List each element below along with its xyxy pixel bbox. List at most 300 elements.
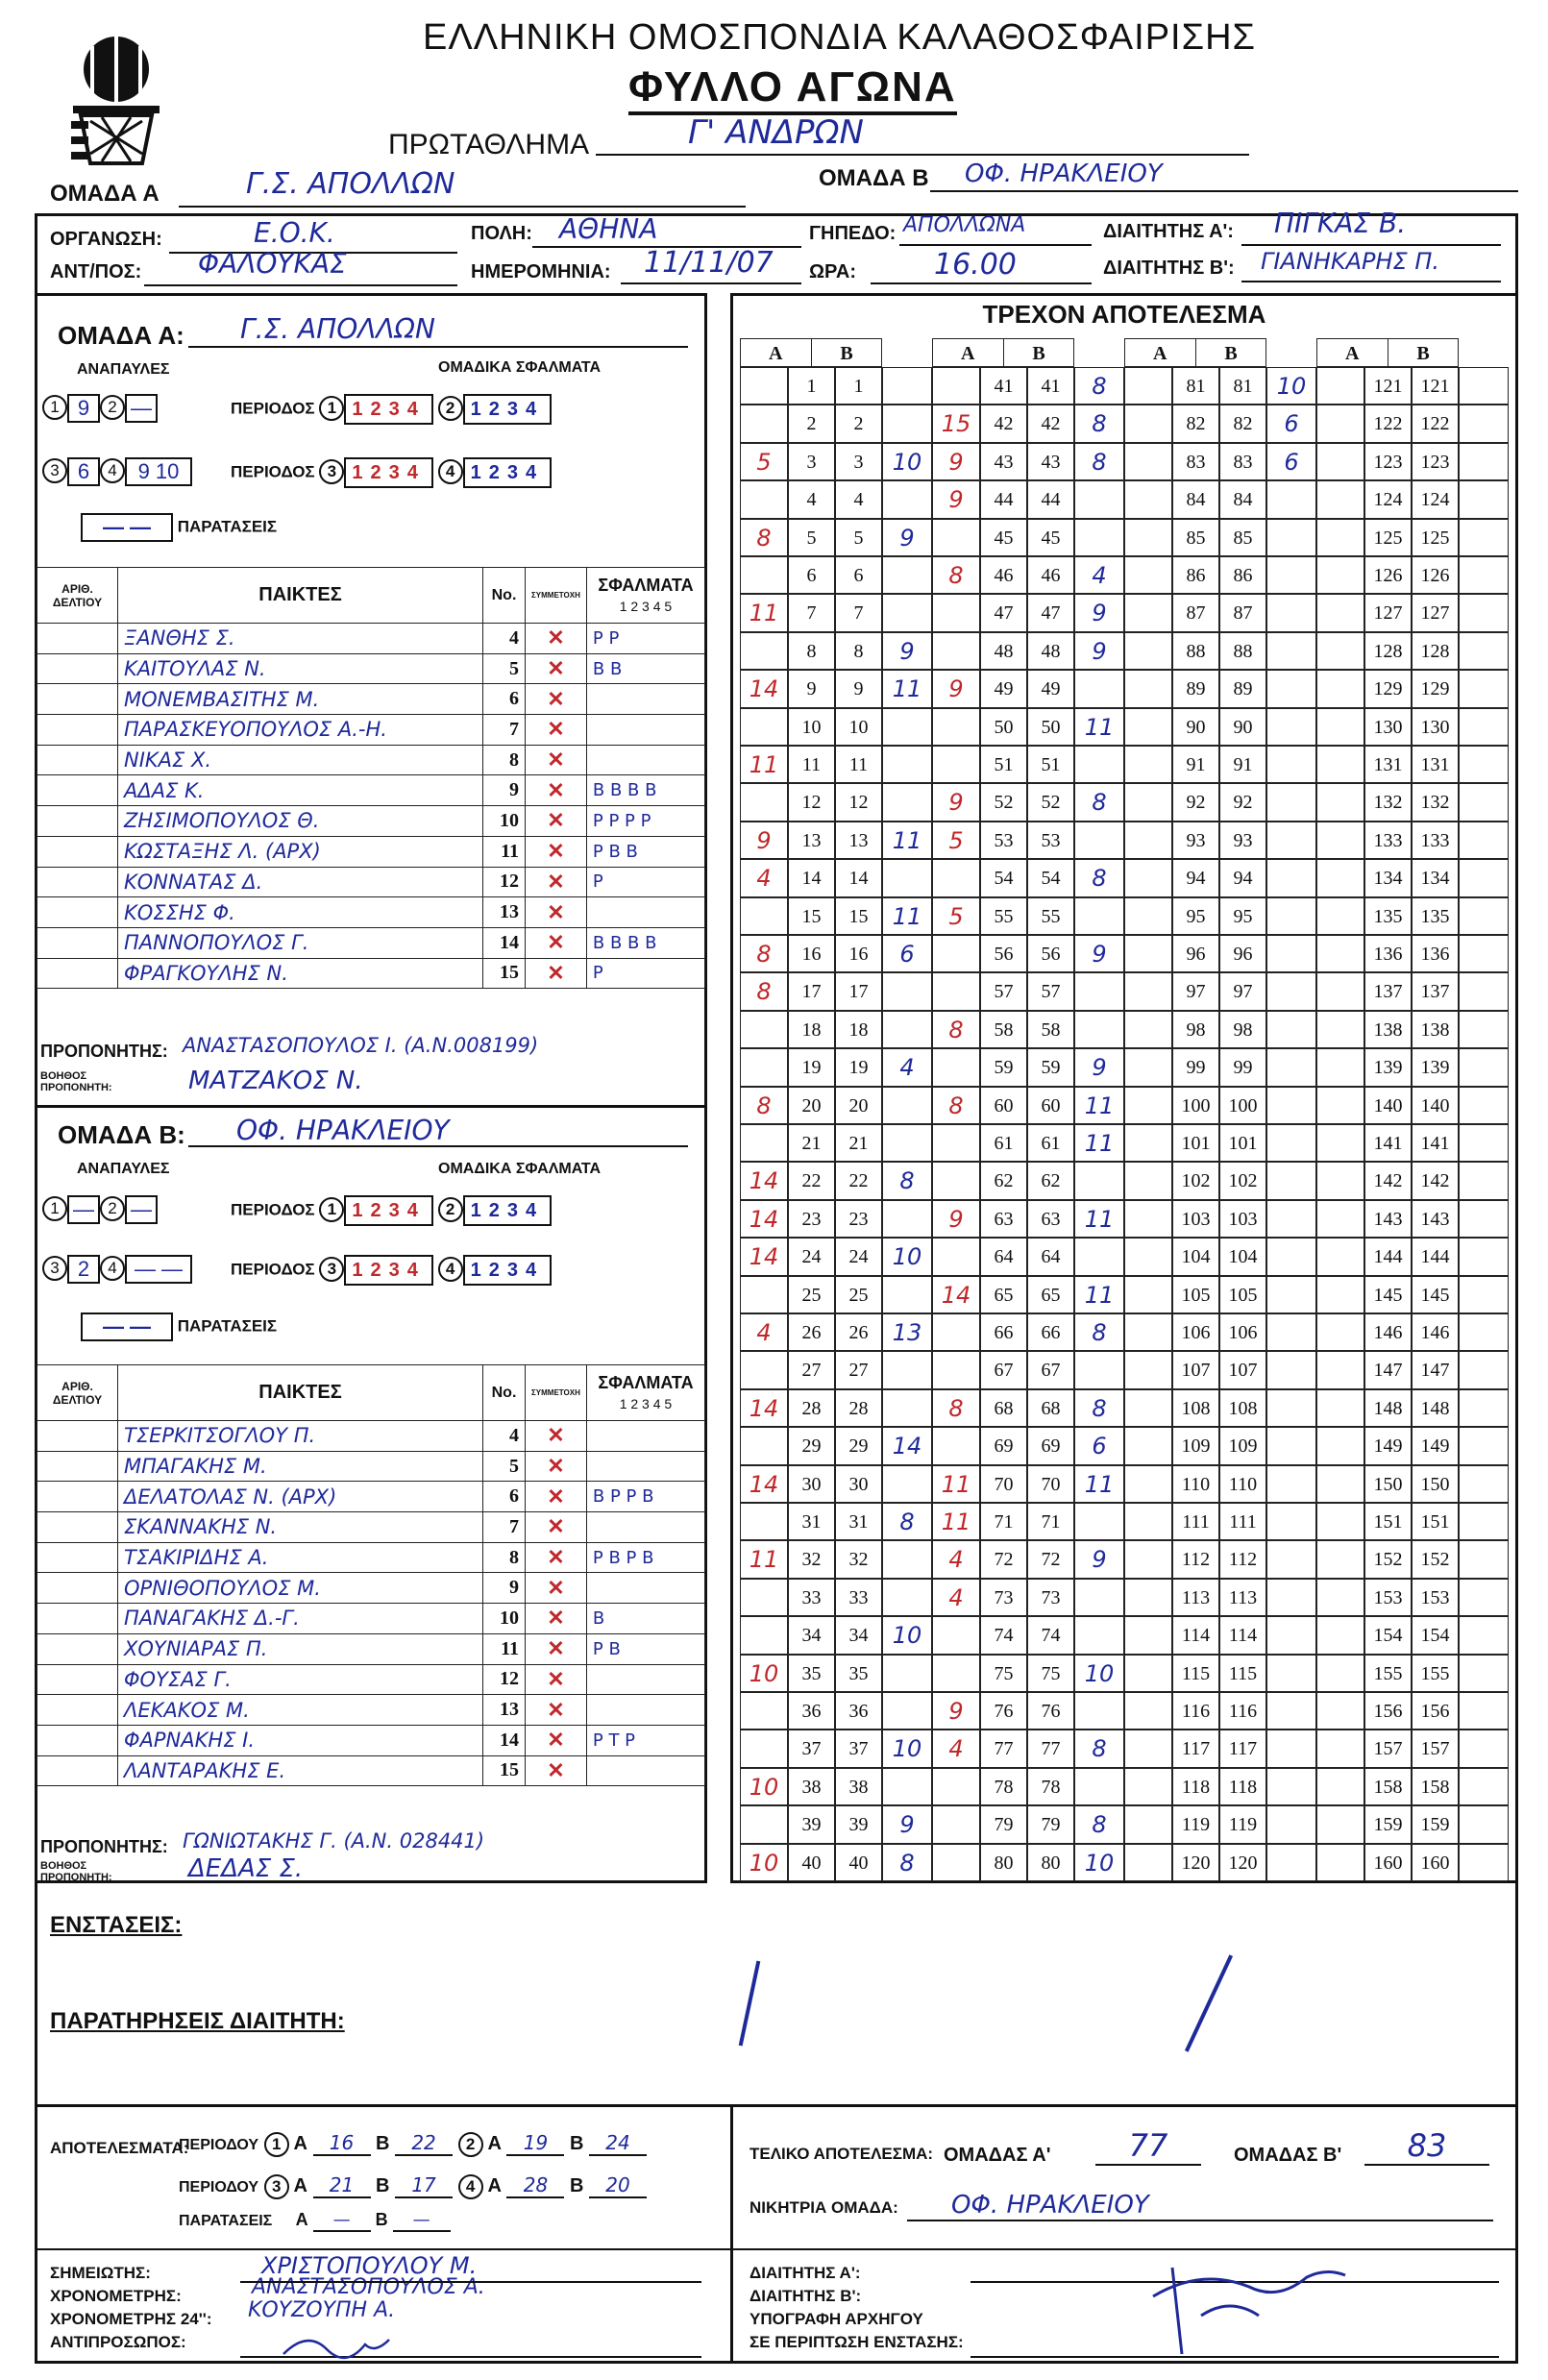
score-annotation-a <box>1124 480 1172 518</box>
score-number-a: 51 <box>980 746 1027 783</box>
score-annotation-a <box>1124 1351 1172 1388</box>
score-annotation-b <box>882 1124 932 1162</box>
ref2-line <box>1241 281 1501 282</box>
bench-cell <box>37 1512 118 1543</box>
bench-cell <box>37 775 118 806</box>
score-number-b: 10 <box>835 708 882 746</box>
score-annotation-a <box>1316 1692 1364 1730</box>
score-number-b: 100 <box>1219 1087 1266 1124</box>
team-b-coach-value: ΓΩΝΙΩΤΑΚΗΣ Γ. (Α.Ν. 028441) <box>183 1829 485 1852</box>
score-number-a: 91 <box>1172 746 1219 783</box>
score-annotation-a <box>1316 783 1364 821</box>
player-row <box>37 1573 705 1604</box>
ref1-value: ΠΙΓΚΑΣ Β. <box>1274 208 1407 239</box>
participation-mark: ✕ <box>526 1695 587 1726</box>
score-number-a: 157 <box>1364 1730 1412 1767</box>
player-row <box>37 1542 705 1573</box>
score-number-b: 104 <box>1219 1238 1266 1275</box>
participation-mark: ✕ <box>526 684 587 715</box>
score-annotation-a <box>1124 1087 1172 1124</box>
bench-cell <box>37 1633 118 1664</box>
score-number-b: 21 <box>835 1124 882 1162</box>
player-name: ΤΣΕΡΚΙΤΣΟΓΛΟΥ Π. <box>118 1421 483 1452</box>
score-number-b: 116 <box>1219 1692 1266 1730</box>
score-number-a: 61 <box>980 1124 1027 1162</box>
score-annotation-a <box>1124 1844 1172 1881</box>
ot-a: — <box>313 2210 371 2232</box>
score-number-b: 3 <box>835 443 882 480</box>
score-number-b: 110 <box>1219 1465 1266 1503</box>
score-number-a: 123 <box>1364 443 1412 480</box>
team-b-header-value: ΟΦ. ΗΡΑΚΛΕΙΟΥ <box>965 159 1163 188</box>
score-number-b: 132 <box>1412 783 1459 821</box>
score-number-b: 12 <box>835 783 882 821</box>
score-number-a: 44 <box>980 480 1027 518</box>
player-name: ΦΟΥΣΑΣ Γ. <box>118 1664 483 1695</box>
score-number-b: 152 <box>1412 1540 1459 1578</box>
score-annotation-a <box>1124 594 1172 631</box>
score-annotation-b <box>882 1087 932 1124</box>
score-annotation-b <box>1074 822 1124 859</box>
score-annotation-b: 11 <box>882 897 932 935</box>
score-annotation-a <box>932 935 980 972</box>
score-number-a: 133 <box>1364 822 1412 859</box>
score-number-a: 153 <box>1364 1579 1412 1616</box>
player-fouls <box>586 1421 704 1452</box>
bench-cell <box>37 745 118 775</box>
score-number-b: 18 <box>835 1011 882 1048</box>
team-b-timeout-p2: — <box>125 1195 158 1224</box>
score-number-b: 157 <box>1412 1730 1459 1767</box>
score-number-b: 155 <box>1412 1655 1459 1692</box>
score-number-b: 141 <box>1412 1124 1459 1162</box>
score-number-b: 96 <box>1219 935 1266 972</box>
player-name: ΦΡΑΓΚΟΥΛΗΣ Ν. <box>118 958 483 989</box>
bench-cell <box>37 1573 118 1604</box>
timer-label: ΧΡΟΝΟΜΕΤΡΗΣ: <box>50 2287 182 2305</box>
score-annotation-a <box>1316 594 1364 631</box>
score-annotation-b <box>1266 1087 1316 1124</box>
score-number-a: 97 <box>1172 972 1219 1010</box>
score-number-a: 7 <box>788 594 835 631</box>
score-number-a: 127 <box>1364 594 1412 631</box>
score-annotation-a: 9 <box>932 443 980 480</box>
score-number-b: 121 <box>1412 367 1459 405</box>
score-annotation-a <box>740 480 788 518</box>
score-number-a: 116 <box>1172 1692 1219 1730</box>
bench-cell <box>37 1664 118 1695</box>
score-annotation-b <box>1266 1579 1316 1616</box>
score-annotation-a <box>1316 1389 1364 1427</box>
score-annotation-b <box>1459 1692 1509 1730</box>
score-number-b: 81 <box>1219 367 1266 405</box>
score-number-b: 46 <box>1027 556 1074 594</box>
player-number: 14 <box>483 1725 526 1755</box>
score-number-b: 11 <box>835 746 882 783</box>
participation-mark: ✕ <box>526 1421 587 1452</box>
score-number-a: 110 <box>1172 1465 1219 1503</box>
score-annotation-a <box>932 1427 980 1464</box>
score-number-a: 95 <box>1172 897 1219 935</box>
participation-mark: ✕ <box>526 867 587 897</box>
score-number-b: 105 <box>1219 1276 1266 1313</box>
team-b-header-label: ΟΜΑΔΑ Β <box>819 165 929 191</box>
score-annotation-b <box>1266 1692 1316 1730</box>
team-a-team-fouls-label: ΟΜΑΔΙΚΑ ΣΦΑΛΜΑΤΑ <box>438 359 602 376</box>
player-fouls <box>586 684 704 715</box>
protests-label: ΕΝΣΤΑΣΕΙΣ: <box>50 1912 183 1938</box>
score-number-a: 15 <box>788 897 835 935</box>
player-row <box>37 1451 705 1482</box>
score-number-b: 160 <box>1412 1844 1459 1881</box>
time-value: 16.00 <box>934 248 1017 282</box>
score-annotation-b: 9 <box>1074 1048 1124 1086</box>
score-annotation-a: 11 <box>740 746 788 783</box>
score-annotation-b <box>1266 519 1316 556</box>
score-number-b: 62 <box>1027 1162 1074 1199</box>
player-number: 5 <box>483 653 526 684</box>
player-name: ΖΗΣΙΜΟΠΟΥΛΟΣ Θ. <box>118 806 483 837</box>
score-annotation-b <box>882 594 932 631</box>
player-fouls <box>586 715 704 746</box>
score-number-b: 57 <box>1027 972 1074 1010</box>
player-row <box>37 867 705 897</box>
score-annotation-b <box>1074 519 1124 556</box>
sheet-title: ΦΥΛΛΟ ΑΓΩΝΑ <box>628 63 957 115</box>
team-b-overtime: — — ΠΑΡΑΤΑΣΕΙΣ <box>81 1313 277 1341</box>
score-number-b: 106 <box>1219 1313 1266 1351</box>
team-a-col-players: ΠΑΙΚΤΕΣ <box>118 568 483 624</box>
score-annotation-b <box>1266 1048 1316 1086</box>
score-number-b: 154 <box>1412 1616 1459 1654</box>
score-annotation-b <box>1074 670 1124 707</box>
score-annotation-a: 11 <box>932 1503 980 1540</box>
score-annotation-b <box>1266 1276 1316 1313</box>
score-annotation-b <box>882 1692 932 1730</box>
score-number-b: 123 <box>1412 443 1459 480</box>
score-annotation-b: 9 <box>882 519 932 556</box>
score-number-b: 60 <box>1027 1087 1074 1124</box>
score-number-b: 117 <box>1219 1730 1266 1767</box>
score-annotation-b <box>1459 1616 1509 1654</box>
score-annotation-b <box>1266 1238 1316 1275</box>
bench-cell <box>37 1482 118 1512</box>
score-number-a: 96 <box>1172 935 1219 972</box>
score-annotation-b <box>1266 1465 1316 1503</box>
score-annotation-a <box>1124 1805 1172 1843</box>
team-b-timeout-p3: 2 <box>67 1255 100 1284</box>
score-number-a: 65 <box>980 1276 1027 1313</box>
score-number-b: 159 <box>1412 1805 1459 1843</box>
score-annotation-b: 6 <box>1266 405 1316 442</box>
score-number-b: 118 <box>1219 1768 1266 1805</box>
score-annotation-a <box>1316 897 1364 935</box>
federation-logo <box>63 29 169 173</box>
score-annotation-a: 10 <box>740 1844 788 1881</box>
score-number-a: 105 <box>1172 1276 1219 1313</box>
score-annotation-a <box>1316 1048 1364 1086</box>
score-annotation-a: 8 <box>740 1087 788 1124</box>
player-fouls <box>586 745 704 775</box>
participation-mark: ✕ <box>526 1573 587 1604</box>
score-number-a: 144 <box>1364 1238 1412 1275</box>
bench-cell <box>37 867 118 897</box>
score-annotation-a <box>1316 1465 1364 1503</box>
score-number-a: 14 <box>788 859 835 896</box>
results-overtime: ΠΑΡΑΤΑΣΕΙΣ Α — Β — <box>179 2210 451 2232</box>
player-row <box>37 715 705 746</box>
score-annotation-a: 8 <box>740 935 788 972</box>
player-fouls <box>586 1664 704 1695</box>
score-col-header: Β <box>1195 338 1266 367</box>
team-b-col-fouls: ΣΦΑΛΜΑΤΑ 1 2 3 4 5 <box>586 1365 704 1421</box>
score-number-a: 79 <box>980 1805 1027 1843</box>
player-fouls: B P P B <box>586 1482 704 1512</box>
player-fouls: P T P <box>586 1725 704 1755</box>
championship-line <box>596 154 1249 156</box>
score-number-b: 102 <box>1219 1162 1266 1199</box>
player-row <box>37 1755 705 1786</box>
score-annotation-a <box>740 632 788 670</box>
participation-mark: ✕ <box>526 1633 587 1664</box>
participation-mark: ✕ <box>526 1542 587 1573</box>
player-name: ΠΑΡΑΣΚΕΥΟΠΟΥΛΟΣ Α.-Η. <box>118 715 483 746</box>
player-fouls: P B B <box>586 836 704 867</box>
score-number-b: 91 <box>1219 746 1266 783</box>
score-number-b: 129 <box>1412 670 1459 707</box>
score-annotation-a: 14 <box>740 1389 788 1427</box>
player-number: 12 <box>483 867 526 897</box>
score-number-b: 14 <box>835 859 882 896</box>
score-number-a: 10 <box>788 708 835 746</box>
score-number-a: 149 <box>1364 1427 1412 1464</box>
score-number-a: 20 <box>788 1087 835 1124</box>
player-fouls: B <box>586 1604 704 1634</box>
score-number-b: 136 <box>1412 935 1459 972</box>
team-a-col-participation: ΣΥΜΜΕΤΟΧΗ <box>526 568 587 624</box>
score-annotation-a <box>740 1579 788 1616</box>
score-number-b: 51 <box>1027 746 1074 783</box>
score-annotation-b <box>1459 1465 1509 1503</box>
score-annotation-b <box>882 1351 932 1388</box>
score-annotation-b: 9 <box>1074 632 1124 670</box>
score-annotation-a <box>1316 480 1364 518</box>
score-number-b: 156 <box>1412 1692 1459 1730</box>
team-a-coach-label: ΠΡΟΠΟΝΗΤΗΣ: <box>40 1042 168 1061</box>
score-annotation-b <box>1266 480 1316 518</box>
p1-a: 16 <box>313 2131 371 2156</box>
score-annotation-a: 15 <box>932 405 980 442</box>
score-number-b: 144 <box>1412 1238 1459 1275</box>
score-annotation-a <box>932 859 980 896</box>
scorer-value: ΧΡΙΣΤΟΠΟΥΛΟΥ Μ. <box>261 2252 478 2279</box>
score-number-a: 103 <box>1172 1200 1219 1238</box>
player-row <box>37 1512 705 1543</box>
score-annotation-a <box>1124 1048 1172 1086</box>
score-number-b: 37 <box>835 1730 882 1767</box>
score-annotation-b <box>1459 1048 1509 1086</box>
score-annotation-a: 4 <box>740 859 788 896</box>
score-number-a: 126 <box>1364 556 1412 594</box>
score-number-b: 139 <box>1412 1048 1459 1086</box>
player-row <box>37 1664 705 1695</box>
score-annotation-a <box>740 1276 788 1313</box>
score-annotation-b <box>882 480 932 518</box>
score-number-b: 58 <box>1027 1011 1074 1048</box>
running-score-grid <box>740 338 1509 1876</box>
score-number-b: 79 <box>1027 1805 1074 1843</box>
team-a-overtime: — — ΠΑΡΑΤΑΣΕΙΣ <box>81 513 277 542</box>
score-number-a: 4 <box>788 480 835 518</box>
score-annotation-b <box>1266 822 1316 859</box>
score-annotation-b <box>1459 1730 1509 1767</box>
score-annotation-a: 9 <box>932 670 980 707</box>
score-annotation-b <box>1266 1011 1316 1048</box>
score-annotation-a <box>932 708 980 746</box>
score-annotation-b: 9 <box>1074 935 1124 972</box>
player-name: ΚΩΣΤΑΞΗΣ Λ. (ΑΡΧ) <box>118 836 483 867</box>
team-a-header-value: Γ.Σ. ΑΠΟΛΛΩΝ <box>246 167 455 201</box>
score-number-a: 85 <box>1172 519 1219 556</box>
score-number-b: 90 <box>1219 708 1266 746</box>
score-annotation-b <box>1459 1389 1509 1427</box>
score-annotation-a <box>1316 632 1364 670</box>
score-number-a: 75 <box>980 1655 1027 1692</box>
score-number-a: 2 <box>788 405 835 442</box>
score-annotation-b: 8 <box>1074 783 1124 821</box>
score-number-b: 16 <box>835 935 882 972</box>
score-annotation-b <box>1459 972 1509 1010</box>
score-annotation-b: 10 <box>882 443 932 480</box>
score-number-a: 46 <box>980 556 1027 594</box>
captain-sign-label: ΥΠΟΓΡΑΦΗ ΑΡΧΗΓΟΥ <box>749 2310 923 2328</box>
score-annotation-b <box>1459 822 1509 859</box>
score-number-a: 147 <box>1364 1351 1412 1388</box>
score-annotation-b <box>1074 1692 1124 1730</box>
score-number-b: 40 <box>835 1844 882 1881</box>
final-team-a-score: 77 <box>1095 2127 1201 2166</box>
score-number-b: 122 <box>1412 405 1459 442</box>
score-annotation-b <box>882 783 932 821</box>
participation-mark: ✕ <box>526 927 587 958</box>
score-number-a: 130 <box>1364 708 1412 746</box>
player-name: ΚΟΝΝΑΤΑΣ Δ. <box>118 867 483 897</box>
score-number-b: 47 <box>1027 594 1074 631</box>
score-annotation-b <box>882 1276 932 1313</box>
score-annotation-a <box>1124 1162 1172 1199</box>
team-a-timeout-p1: 9 <box>67 394 100 423</box>
score-annotation-b <box>1266 556 1316 594</box>
bench-cell <box>37 836 118 867</box>
player-row <box>37 684 705 715</box>
participation-mark: ✕ <box>526 836 587 867</box>
player-name: ΠΑΝΑΓΑΚΗΣ Δ.-Γ. <box>118 1604 483 1634</box>
player-number: 4 <box>483 624 526 654</box>
results-label: ΑΠΟΤΕΛΕΣΜΑΤΑ: <box>50 2139 189 2157</box>
score-annotation-a <box>1124 1427 1172 1464</box>
score-number-a: 40 <box>788 1844 835 1881</box>
team-b-timeouts-label: ΑΝΑΠΑΥΛΕΣ <box>77 1161 170 1177</box>
score-number-b: 89 <box>1219 670 1266 707</box>
score-annotation-a <box>1124 859 1172 896</box>
player-name: ΑΔΑΣ Κ. <box>118 775 483 806</box>
score-annotation-a <box>1316 935 1364 972</box>
score-annotation-b <box>1266 1805 1316 1843</box>
score-number-b: 135 <box>1412 897 1459 935</box>
score-annotation-b <box>1266 859 1316 896</box>
player-row <box>37 836 705 867</box>
participation-mark: ✕ <box>526 1755 587 1786</box>
score-number-b: 145 <box>1412 1276 1459 1313</box>
score-number-b: 94 <box>1219 859 1266 896</box>
score-annotation-a <box>1124 1389 1172 1427</box>
winner-line <box>907 2220 1493 2221</box>
time-label: ΩΡΑ: <box>809 261 856 282</box>
score-number-b: 59 <box>1027 1048 1074 1086</box>
score-number-b: 7 <box>835 594 882 631</box>
score-annotation-a <box>740 1616 788 1654</box>
player-number: 15 <box>483 1755 526 1786</box>
team-b-coach-label: ΠΡΟΠΟΝΗΤΗΣ: <box>40 1837 168 1856</box>
score-number-b: 64 <box>1027 1238 1074 1275</box>
score-annotation-b <box>1074 897 1124 935</box>
player-number: 9 <box>483 775 526 806</box>
score-number-b: 133 <box>1412 822 1459 859</box>
score-annotation-a <box>932 632 980 670</box>
team-b-name: ΟΦ. ΗΡΑΚΛΕΙΟΥ <box>236 1115 450 1146</box>
final-team-a-label: ΟΜΑΔΑΣ Α' <box>944 2145 1051 2166</box>
score-annotation-b <box>1459 1011 1509 1048</box>
ot-b: — <box>393 2210 451 2232</box>
score-number-a: 117 <box>1172 1730 1219 1767</box>
score-number-a: 107 <box>1172 1351 1219 1388</box>
score-number-a: 1 <box>788 367 835 405</box>
team-a-header-line <box>179 206 746 208</box>
score-annotation-b: 11 <box>1074 1465 1124 1503</box>
score-annotation-a: 9 <box>740 822 788 859</box>
participation-mark: ✕ <box>526 624 587 654</box>
score-annotation-b <box>1266 1124 1316 1162</box>
score-number-b: 25 <box>835 1276 882 1313</box>
score-annotation-b: 11 <box>1074 1124 1124 1162</box>
score-annotation-a <box>932 1616 980 1654</box>
score-annotation-a <box>1124 1465 1172 1503</box>
score-annotation-a <box>1124 1730 1172 1767</box>
score-annotation-a <box>1124 367 1172 405</box>
score-number-b: 138 <box>1412 1011 1459 1048</box>
team-a-separator <box>35 1105 707 1108</box>
score-annotation-a: 14 <box>740 1238 788 1275</box>
score-annotation-b <box>1459 1805 1509 1843</box>
score-number-b: 113 <box>1219 1579 1266 1616</box>
player-row <box>37 1482 705 1512</box>
score-annotation-b: 6 <box>1266 443 1316 480</box>
commissioner-line <box>144 284 457 286</box>
score-col-header: Α <box>932 338 1004 367</box>
score-annotation-a <box>740 367 788 405</box>
score-annotation-b <box>1266 1313 1316 1351</box>
score-annotation-b <box>1266 1427 1316 1464</box>
player-fouls <box>586 1573 704 1604</box>
score-annotation-b <box>1266 670 1316 707</box>
score-number-b: 53 <box>1027 822 1074 859</box>
score-number-a: 22 <box>788 1162 835 1199</box>
score-annotation-a <box>740 783 788 821</box>
score-annotation-b: 11 <box>1074 1087 1124 1124</box>
score-annotation-b <box>1266 1540 1316 1578</box>
bench-cell <box>37 624 118 654</box>
score-annotation-a: 4 <box>932 1579 980 1616</box>
